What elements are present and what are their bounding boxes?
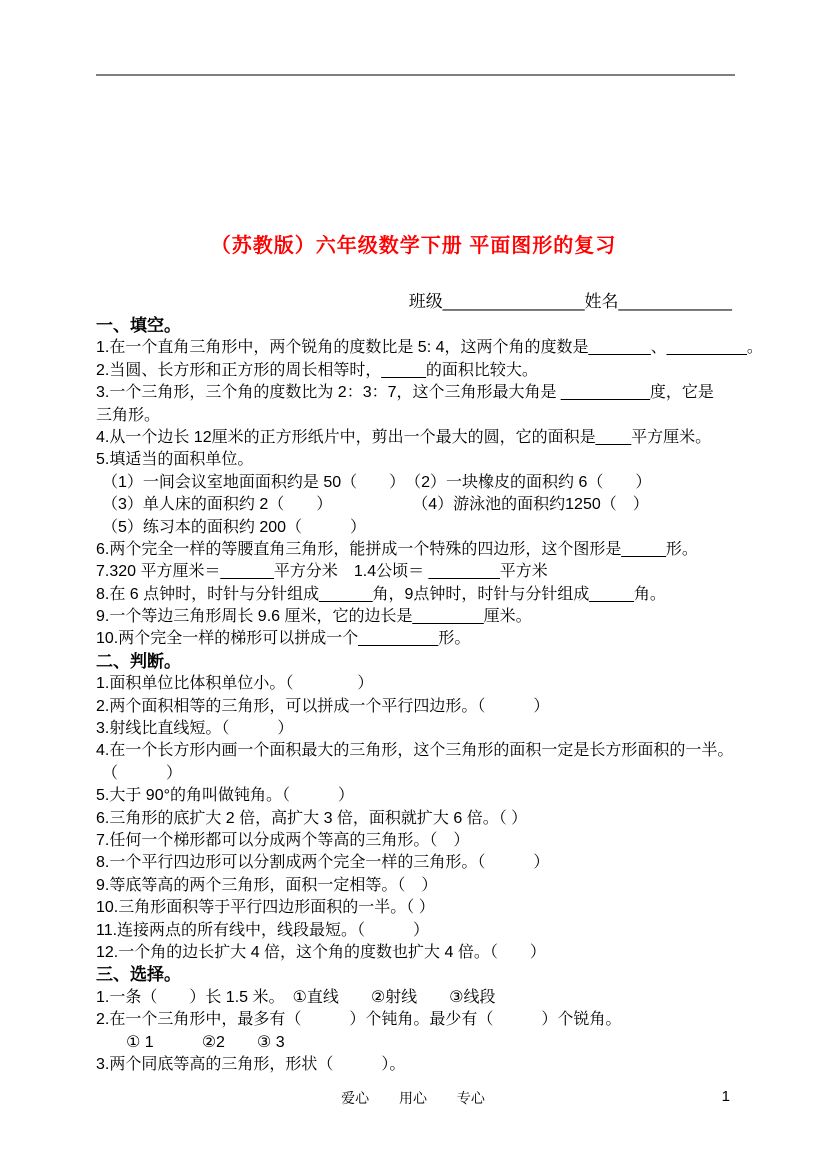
question-line: 3.两个同底等高的三角形，形状（ ）。 [96,1055,406,1073]
section-heading: 二、判断。 [96,651,181,671]
header-rule [96,74,735,76]
footer-slogans [96,1088,730,1108]
question-line: 11.连接两点的所有线中，线段最短。（ ） [96,921,430,939]
footer-slogan: 用心 [399,1090,427,1106]
question-line: （ ） [102,764,183,782]
question-line: 10.三角形面积等于平行四边形面积的一半。（ ） [96,899,435,917]
question-line: 5.大于 90°的角叫做钝角。（ ） [96,787,354,805]
question-line: 3.一个三角形，三个角的度数比为 2：3：7，这个三角形最大角是 __________度，它是 [96,384,714,402]
question-line: 7.320 平方厘米＝______平方分米 1.4公顷＝ ________平方米 [96,563,548,581]
question-line: 1.面积单位比体积单位小。（ ） [96,675,374,693]
question-line: 2.在一个三角形中，最多有（ ）个钝角。最少有（ ）个锐角。 [96,1011,622,1029]
footer-slogan: 爱心 [341,1090,370,1106]
question-line: （3）单人床的面积约 2（ ） （4）游泳池的面积约1250（ ） [102,496,649,514]
question-line: （5）练习本的面积约 200（ ） [102,518,367,536]
question-line: 1.在一个直角三角形中，两个锐角的度数比是 5: 4，这两个角的度数是_______、_________。 [96,339,763,357]
question-line: （1）一间会议室地面面积约是 50（ ） （2）一块橡皮的面积约 6（ ） [102,473,652,491]
question-line: 三角形。 [96,406,161,424]
question-line: 3.射线比直线短。（ ） [96,720,294,738]
question-line: 6.三角形的底扩大 2 倍，高扩大 3 倍，面积就扩大 6 倍。（ ） [96,809,528,827]
question-line: 12.一个角的边长扩大 4 倍，这个角的度数也扩大 4 倍。（ ） [96,943,546,961]
worksheet-body [96,315,776,1076]
question-line: 4.在一个长方形内画一个面积最大的三角形，这个三角形的面积一定是长方形面积的一半。 [96,742,734,760]
page-title: （苏教版）六年级数学下册 平面图形的复习 [210,235,617,257]
question-line: 8.在 6 点钟时，时针与分针组成______角，9点钟时，时针与分针组成_____角。 [96,585,666,603]
question-line: 10.两个完全一样的梯形可以拼成一个_________形。 [96,630,471,648]
question-line: 8.一个平行四边形可以分割成两个完全一样的三角形。（ ） [96,854,550,872]
question-line: 9.一个等边三角形周长 9.6 厘米，它的边长是________厘米。 [96,608,532,626]
question-line: 4.从一个边长 12厘米的正方形纸片中，剪出一个最大的圆，它的面积是____平方厘米。 [96,428,712,446]
section-heading: 一、填空。 [96,316,181,335]
question-line: ① 1 ②2 ③ 3 [126,1033,285,1051]
question-line: 5.填适当的面积单位。 [96,451,254,469]
question-line: 7.任何一个梯形都可以分成两个等高的三角形。（ ） [96,831,470,849]
class-name-blank-line: 班级_______________姓名____________ [408,292,732,311]
question-line: 2.两个面积相等的三角形，可以拼成一个平行四边形。（ ） [96,697,550,715]
question-line: 1.一条（ ）长 1.5 米。 ①直线 ②射线 ③线段 [96,988,496,1006]
page-number: 1 [721,1088,730,1105]
question-line: 6.两个完全一样的等腰直角三角形，能拼成一个特殊的四边形，这个图形是_____形。 [96,540,698,558]
question-line: 2.当圆、长方形和正方形的周长相等时，_____的面积比较大。 [96,361,538,379]
question-line: 9.等底等高的两个三角形，面积一定相等。（ ） [96,876,438,894]
footer-slogan: 专心 [456,1090,485,1106]
section-heading: 三、选择。 [96,965,181,985]
